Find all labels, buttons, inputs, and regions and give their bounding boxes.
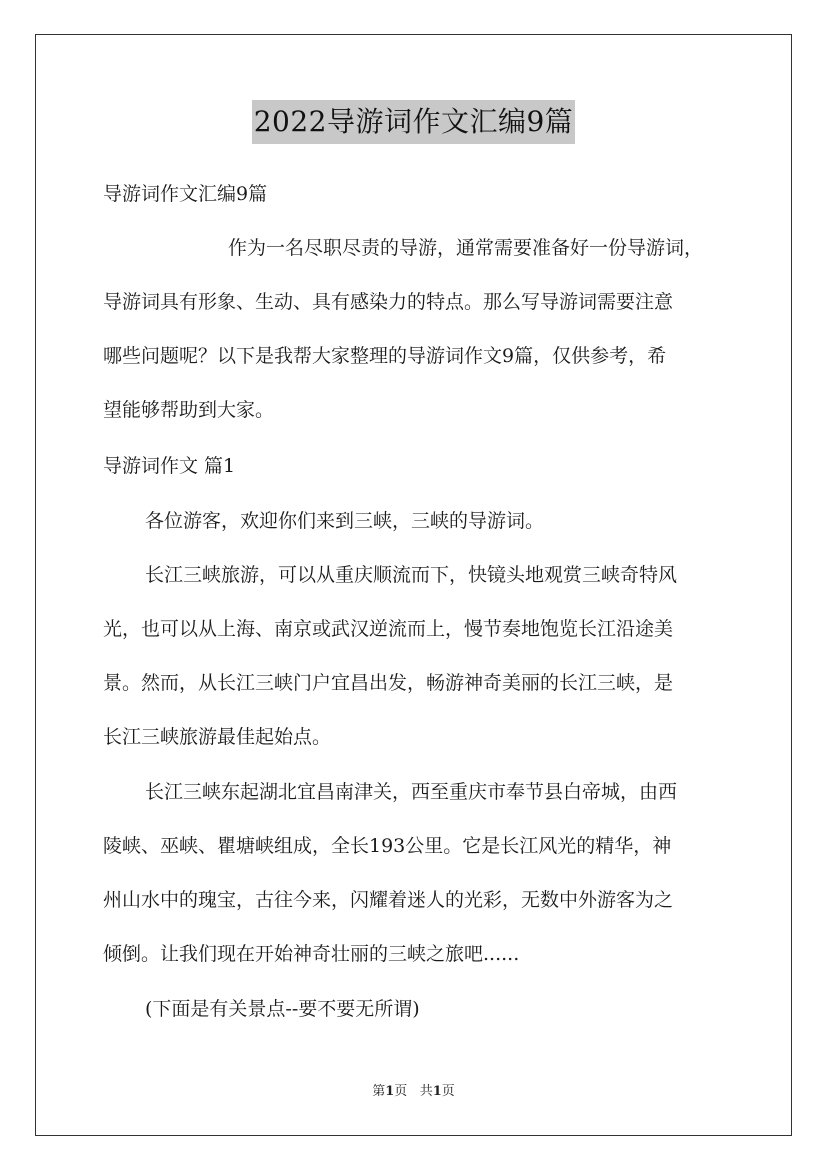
footer-total-prefix: 共 [419,1084,433,1099]
paragraph2-line-4: 倾倒。让我们现在开始神奇壮丽的三峡之旅吧...... [103,943,520,965]
footer-page-suffix: 页 [394,1084,408,1099]
paragraph1-line-1: 长江三峡旅游，可以从重庆顺流而下，快镜头地观赏三峡奇特风 [145,564,678,586]
paragraph2-line-3: 州山水中的瑰宝，古往今来，闪耀着迷人的光彩，无数中外游客为之 [103,889,674,911]
intro-line-4: 望能够帮助到大家。 [103,399,275,421]
paragraph1-line-2: 光，也可以从上海、南京或武汉逆流而上，慢节奏地饱览长江沿途美 [103,618,674,640]
subtitle: 导游词作文汇编9篇 [103,183,268,205]
section-heading: 导游词作文 篇1 [103,455,236,477]
paragraph1-line-4: 长江三峡旅游最佳起始点。 [103,726,332,748]
greeting: 各位游客，欢迎你们来到三峡，三峡的导游词。 [145,510,545,532]
footer-total-suffix: 页 [441,1084,455,1099]
paragraph1-line-3: 景。然而，从长江三峡门户宜昌出发，畅游神奇美丽的长江三峡，是 [103,672,674,694]
paragraph2-line-2: 陵峡、巫峡、瞿塘峡组成，全长193公里。它是长江风光的精华，神 [103,835,672,857]
intro-line-1: 作为一名尽职尽责的导游，通常需要准备好一份导游词， [228,237,704,259]
footer-page-prefix: 第 [372,1084,386,1099]
note: (下面是有关景点--要不要无所谓) [145,998,420,1020]
intro-line-2: 导游词具有形象、生动、具有感染力的特点。那么写导游词需要注意 [103,291,674,313]
title-container [0,100,827,144]
intro-line-3: 哪些问题呢？以下是我帮大家整理的导游词作文9篇，仅供参考，希 [103,345,667,367]
footer-page-number: 1 [385,1084,395,1099]
footer-total-number: 1 [432,1084,442,1099]
document-title: 2022导游词作文汇编9篇 [252,100,576,144]
page-footer [0,1082,827,1102]
paragraph2-line-1: 长江三峡东起湖北宜昌南津关，西至重庆市奉节县白帝城，由西 [145,781,678,803]
